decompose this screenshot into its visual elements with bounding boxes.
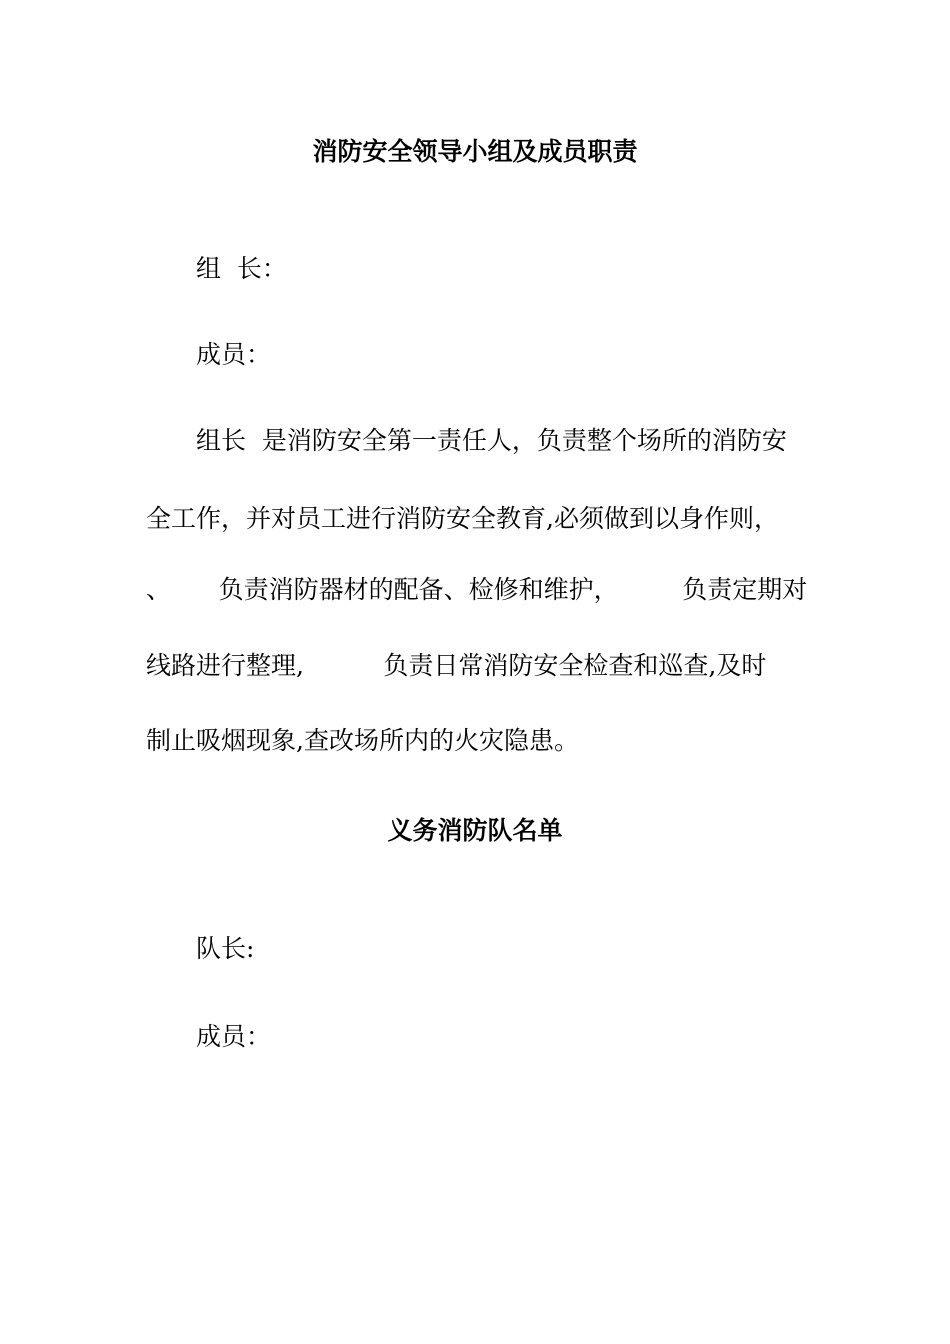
section-title-volunteer-fire-team: 义务消防队名单 — [387, 816, 563, 845]
duties-paragraph-line-1: 组长 是消防安全第一责任人，负责整个场所的消防安 — [196, 426, 787, 455]
section-title-fire-safety-leadership: 消防安全领导小组及成员职责 — [312, 137, 638, 166]
team-members-label: 成员： — [196, 1022, 272, 1051]
duties-paragraph-line-2: 全工作，并对员工进行消防安全教育,必须做到以身作则， — [146, 504, 779, 533]
duties-paragraph-line-5: 制止吸烟现象,查改场所内的火灾隐患。 — [146, 726, 579, 755]
duties-paragraph-line-3: 、 负责消防器材的配备、检修和维护， 负责定期对 — [146, 575, 808, 604]
team-leader-label: 队长: — [196, 934, 255, 963]
group-leader-label: 组 长： — [196, 254, 287, 283]
duties-paragraph-line-4: 线路进行整理, 负责日常消防安全检查和巡查,及时 — [146, 651, 767, 680]
group-members-label: 成员： — [196, 340, 272, 369]
